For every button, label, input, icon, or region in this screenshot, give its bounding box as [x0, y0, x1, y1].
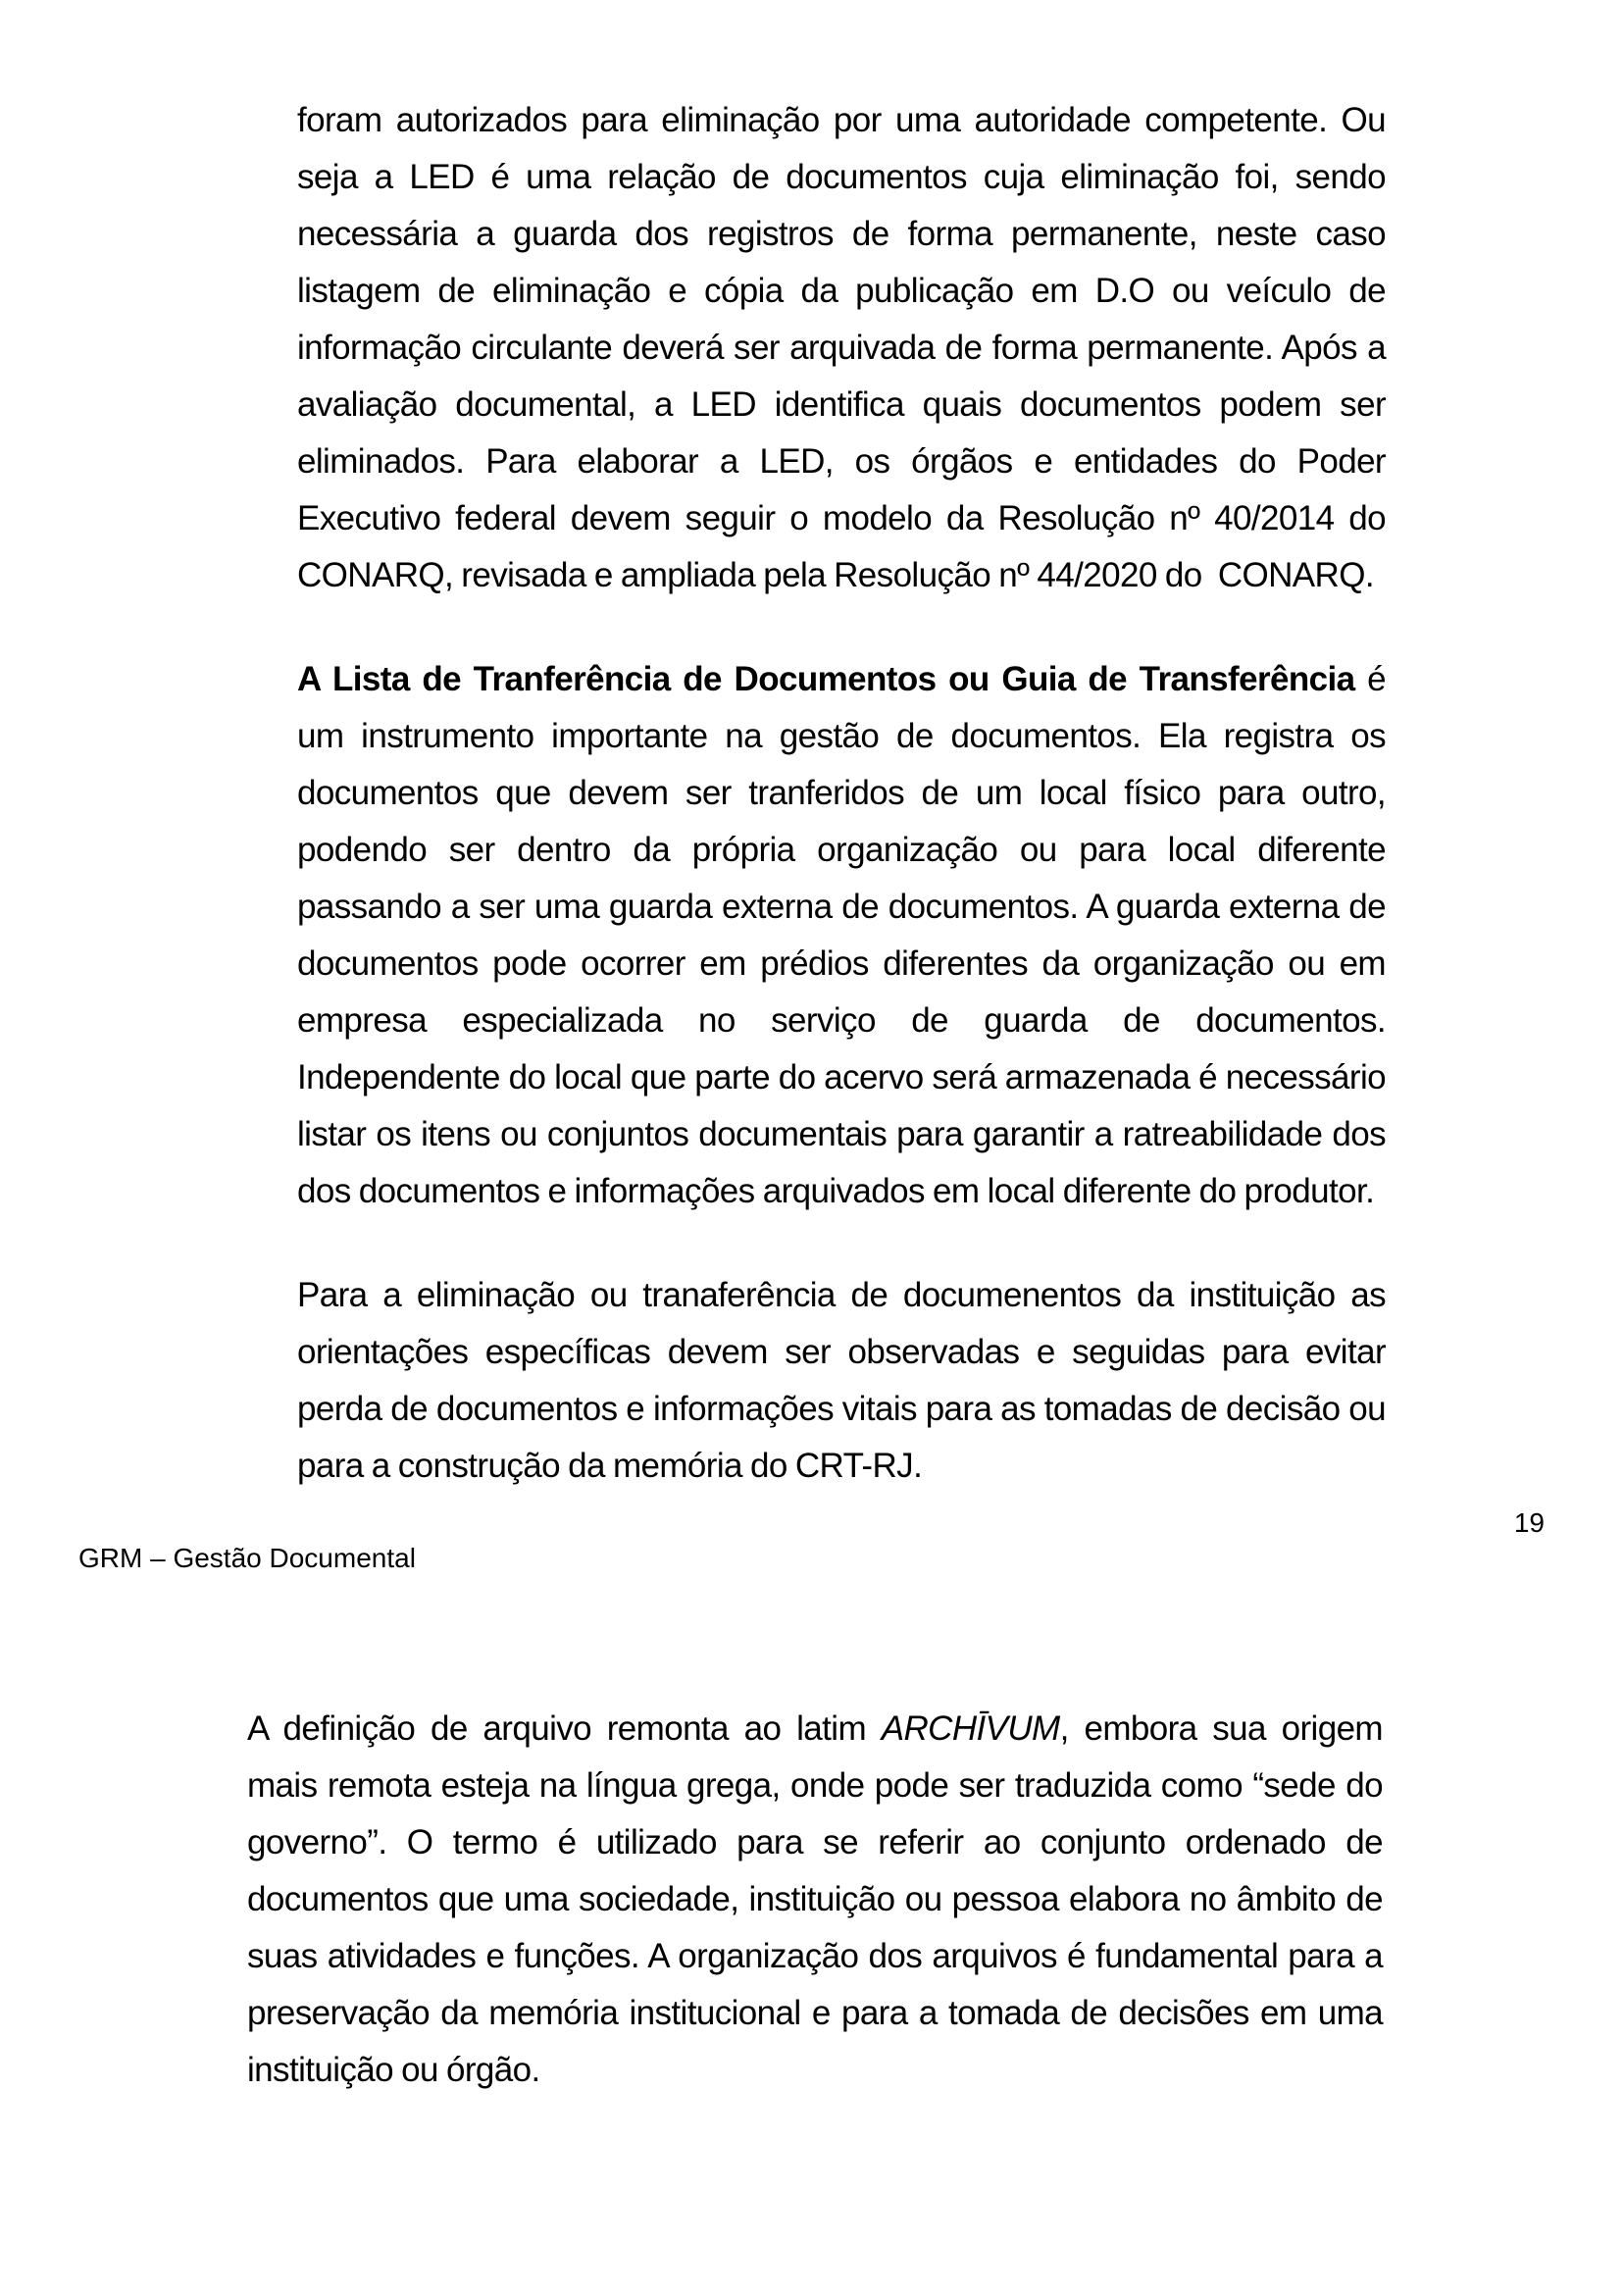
text-run: dos documentos e informações arquivados em local diferente do produtor. — [297, 1172, 1375, 1210]
text-line — [247, 1985, 1383, 2042]
italic-text-run: ARCHĪVUM — [881, 1709, 1060, 1748]
text-run: , embora sua origem — [1059, 1709, 1383, 1748]
text-run: documentos que uma sociedade, instituição ou pessoa elabora no âmbito de — [247, 1880, 1383, 1918]
text-run: seja a LED é uma relação de documentos cuja eliminação foi, sendo — [297, 158, 1386, 196]
text-line — [297, 1163, 1386, 1220]
text-line — [247, 1758, 1383, 1814]
text-run: preservação da memória institucional e para a tomada de decisões em uma — [247, 1994, 1383, 2032]
text-line — [297, 708, 1386, 765]
bold-text-run: A Lista de Tranferência de Documentos ou Guia de Transferência — [297, 660, 1355, 698]
page2-text-block — [247, 1701, 1383, 2099]
text-line — [297, 92, 1386, 149]
text-line — [247, 1871, 1383, 1928]
text-run: Independente do local que parte do acervo será armazenada é necessário — [297, 1058, 1386, 1096]
text-run: eliminados. Para elaborar a LED, os órgãos e entidades do Poder — [297, 442, 1386, 481]
text-line — [297, 206, 1386, 263]
text-line — [247, 1814, 1383, 1871]
text-run: Para a eliminação ou tranaferência de documenentos da instituição as — [297, 1276, 1386, 1314]
text-line — [247, 1928, 1383, 1985]
text-run: empresa especializada no serviço de guarda de documentos. — [297, 1001, 1386, 1040]
text-run: CONARQ, revisada e ampliada pela Resolução nº 44/2020 do CONARQ. — [297, 556, 1374, 594]
text-line — [247, 1701, 1383, 1758]
text-line — [297, 263, 1386, 320]
page1-text-block — [297, 92, 1386, 1495]
paragraph-eliminacao-transferencia — [297, 1267, 1386, 1495]
paragraph-lista-transferencia — [297, 651, 1386, 1220]
text-run: avaliação documental, a LED identifica quais documentos podem ser — [297, 385, 1386, 424]
text-run: mais remota esteja na língua grega, onde pode ser traduzida como “sede do — [247, 1766, 1383, 1805]
text-run: listagem de eliminação e cópia da publicação em D.O ou veículo de — [297, 272, 1386, 310]
text-run: informação circulante deverá ser arquivada de forma permanente. Após a — [297, 329, 1386, 367]
text-line — [297, 1381, 1386, 1438]
text-line — [297, 1438, 1386, 1495]
text-line — [297, 822, 1386, 879]
text-line — [297, 320, 1386, 377]
text-run: suas atividades e funções. A organização dos arquivos é fundamental para a — [247, 1937, 1383, 1975]
text-run: governo”. O termo é utilizado para se referir ao conjunto ordenado de — [247, 1823, 1383, 1861]
text-line — [297, 1267, 1386, 1324]
text-line — [297, 433, 1386, 490]
text-line — [297, 936, 1386, 993]
text-run: necessária a guarda dos registros de forma permanente, neste caso — [297, 215, 1386, 253]
text-run: perda de documentos e informações vitais para as tomadas de decisão ou — [297, 1390, 1386, 1428]
text-run: um instrumento importante na gestão de documentos. Ela registra os — [297, 717, 1386, 755]
text-run: listar os itens ou conjuntos documentais para garantir a ratreabilidade dos — [297, 1115, 1386, 1153]
paragraph-led-eliminacao — [297, 92, 1386, 604]
text-run: podendo ser dentro da própria organização ou para local diferente — [297, 831, 1386, 869]
page-number: 19 — [1513, 1507, 1545, 1538]
text-line — [297, 993, 1386, 1049]
text-run: é — [1354, 660, 1386, 698]
text-run: instituição ou órgão. — [247, 2051, 540, 2089]
text-line — [297, 879, 1386, 936]
text-line — [297, 377, 1386, 433]
text-line — [247, 2042, 1383, 2099]
text-run: foram autorizados para eliminação por uma autoridade competente. Ou — [297, 101, 1386, 139]
text-line — [297, 547, 1386, 604]
text-line — [297, 651, 1386, 708]
text-line — [297, 1049, 1386, 1106]
text-line — [297, 765, 1386, 822]
footer-text: GRM – Gestão Documental — [78, 1543, 416, 1573]
text-run: documentos pode ocorrer em prédios diferentes da organização ou em — [297, 944, 1386, 983]
text-line — [297, 1324, 1386, 1381]
text-line — [297, 149, 1386, 206]
text-run: A definição de arquivo remonta ao latim — [247, 1709, 882, 1748]
text-line — [297, 1106, 1386, 1163]
text-run: para a construção da memória do CRT-RJ. — [297, 1447, 923, 1485]
text-run: passando a ser uma guarda externa de documentos. A guarda externa de — [297, 888, 1386, 926]
text-run: Executivo federal devem seguir o modelo da Resolução nº 40/2014 do — [297, 499, 1386, 537]
text-run: orientações específicas devem ser observadas e seguidas para evitar — [297, 1333, 1386, 1371]
text-run: documentos que devem ser tranferidos de um local físico para outro, — [297, 774, 1386, 812]
text-line — [297, 490, 1386, 547]
paragraph-definicao-arquivo — [247, 1701, 1383, 2099]
